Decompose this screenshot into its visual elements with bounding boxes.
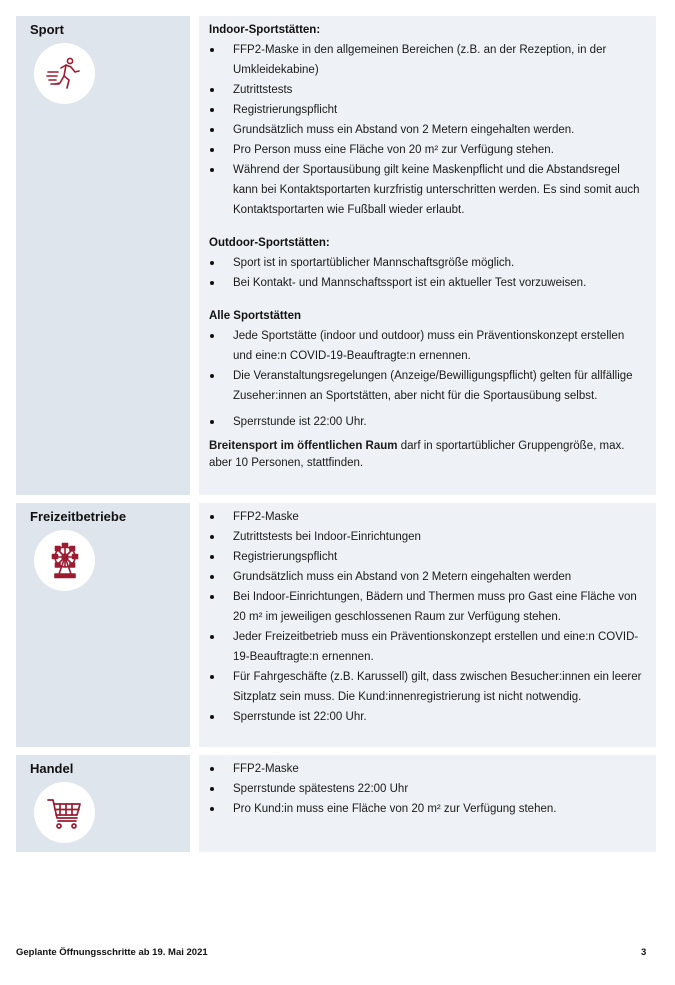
indoor-list	[209, 40, 646, 220]
category-cell	[16, 16, 190, 495]
shopping-cart-icon	[34, 782, 95, 843]
list-item: Sperrstunde ist 22:00 Uhr.	[209, 707, 646, 727]
list-item: Während der Sportausübung gilt keine Maskenpflicht und die Abstandsregel kann bei Kontaktsportarten kurzfristig unterschritten werden. Es sind somit auch Kontaktsportarten wie Fußball wieder erlaubt.	[209, 160, 646, 220]
list-item: Registrierungspflicht	[209, 547, 646, 567]
rules-cell	[199, 755, 656, 852]
list-item: Zutrittstests bei Indoor-Einrichtungen	[209, 527, 646, 547]
list-item: Für Fahrgeschäfte (z.B. Karussell) gilt, dass zwischen Besucher:innen ein leerer Sitzplatz sein muss. Die Kund:innenregistrierung ist nicht notwendig.	[209, 667, 646, 707]
category-title: Sport	[30, 22, 64, 37]
running-person-icon	[34, 43, 95, 104]
footer-title: Geplante Öffnungsschritte ab 19. Mai 2021	[16, 947, 208, 958]
note-bold: Breitensport im öffentlichen Raum	[209, 440, 398, 452]
section-freizeitbetriebe	[16, 503, 656, 747]
category-cell	[16, 503, 190, 747]
ferris-wheel-icon	[34, 530, 95, 591]
list-item: Sperrstunde ist 22:00 Uhr.	[209, 412, 646, 432]
section-handel	[16, 755, 656, 852]
section-heading-outdoor: Outdoor-Sportstätten:	[209, 237, 330, 249]
list-item: Pro Person muss eine Fläche von 20 m² zur Verfügung stehen.	[209, 140, 646, 160]
list-item: Grundsätzlich muss ein Abstand von 2 Metern eingehalten werden	[209, 567, 646, 587]
handel-list	[209, 759, 646, 819]
category-cell	[16, 755, 190, 852]
list-item: Grundsätzlich muss ein Abstand von 2 Metern eingehalten werden.	[209, 120, 646, 140]
list-item: FFP2-Maske	[209, 507, 646, 527]
section-sport	[16, 16, 656, 495]
section-heading-indoor: Indoor-Sportstätten:	[209, 24, 321, 36]
outdoor-list	[209, 253, 646, 293]
category-title: Handel	[30, 761, 74, 776]
list-item: Bei Kontakt- und Mannschaftssport ist ein aktueller Test vorzuweisen.	[209, 273, 646, 293]
list-item: Jede Sportstätte (indoor und outdoor) muss ein Präventionskonzept erstellen und eine:n COVID-19-Beauftragte:n ernennen.	[209, 326, 646, 366]
list-item: Registrierungspflicht	[209, 100, 646, 120]
note-text: darf in sportartüblicher Gruppengröße, max. aber 10 Personen, stattfinden.	[209, 440, 625, 469]
list-item: Sperrstunde spätestens 22:00 Uhr	[209, 779, 646, 799]
list-item: FFP2-Maske in den allgemeinen Bereichen (z.B. an der Rezeption, in der Umkleidekabine)	[209, 40, 646, 80]
list-item: Bei Indoor-Einrichtungen, Bädern und Thermen muss pro Gast eine Fläche von 20 m² im jeweiligen geschlossenen Raum zur Verfügung stehen.	[209, 587, 646, 627]
freizeit-list	[209, 507, 646, 727]
list-item: Jeder Freizeitbetrieb muss ein Präventionskonzept erstellen und eine:n COVID-19-Beauftragte:n ernennen.	[209, 627, 646, 667]
rules-cell	[199, 503, 656, 747]
page-number: 3	[641, 947, 647, 958]
list-item: Zutrittstests	[209, 80, 646, 100]
list-item: Sport ist in sportartüblicher Mannschaftsgröße möglich.	[209, 253, 646, 273]
list-item: FFP2-Maske	[209, 759, 646, 779]
rules-cell	[199, 16, 656, 495]
section-heading-all: Alle Sportstätten	[209, 310, 302, 322]
category-title: Freizeitbetriebe	[30, 509, 127, 524]
list-item: Pro Kund:in muss eine Fläche von 20 m² zur Verfügung stehen.	[209, 799, 646, 819]
all-list	[209, 326, 646, 432]
list-item: Die Veranstaltungsregelungen (Anzeige/Bewilligungspflicht) gelten für allfällige Zuseher:innen an Sportstätten, aber nicht für die Sportausübung selbst.	[209, 366, 646, 406]
breitensport-note	[209, 438, 646, 472]
